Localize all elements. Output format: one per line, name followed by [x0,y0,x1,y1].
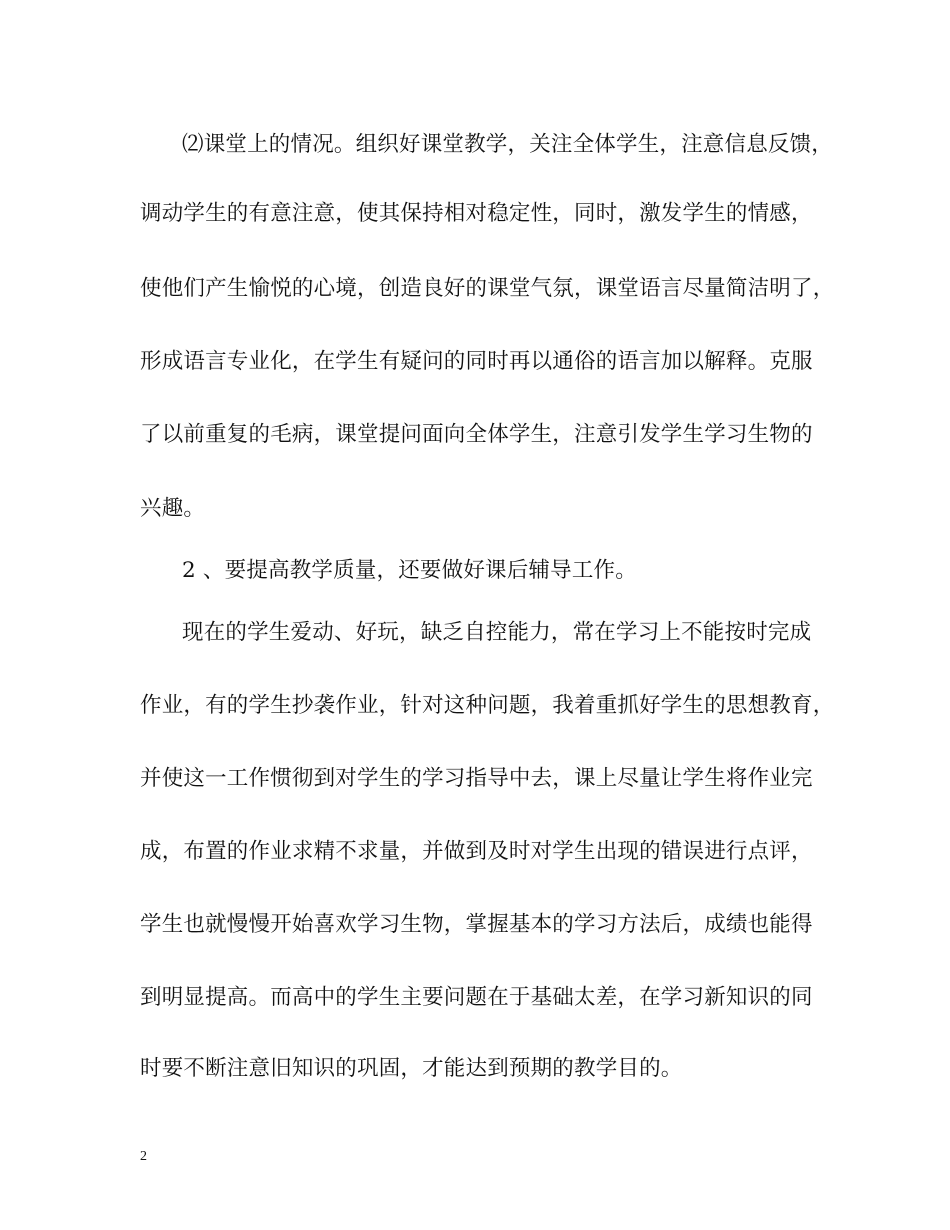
paragraph-line: ⑵课堂上的情况。组织好课堂教学，关注全体学生，注意信息反馈， [182,132,834,157]
paragraph-line: 到明显提高。而高中的学生主要问题在于基础太差，在学习新知识的同 [140,985,813,1010]
paragraph-line: 学生也就慢慢开始喜欢学习生物，掌握基本的学习方法后，成绩也能得 [140,912,813,937]
paragraph-line: 了以前重复的毛病，课堂提问面向全体学生，注意引发学生学习生物的 [140,422,813,447]
paragraph-line: 并使这一工作惯彻到对学生的学习指导中去，课上尽量让学生将作业完 [140,766,813,791]
paragraph-line: 调动学生的有意注意，使其保持相对稳定性，同时，激发学生的情感， [140,201,813,226]
section-heading: 2 、要提高教学质量，还要做好课后辅导工作。 [182,558,637,583]
paragraph-line: 现在的学生爱动、好玩，缺乏自控能力，常在学习上不能按时完成 [182,620,812,645]
paragraph-line: 使他们产生愉悦的心境，创造良好的课堂气氛，课堂语言尽量简洁明了， [140,276,835,301]
paragraph-line: 作业，有的学生抄袭作业，针对这种问题，我着重抓好学生的思想教育， [140,693,835,718]
paragraph-line: 成，布置的作业求精不求量，并做到及时对学生出现的错误进行点评， [140,839,813,864]
page-number: 2 [140,1149,147,1164]
paragraph-line: 时要不断注意旧知识的巩固，才能达到预期的教学目的。 [140,1056,683,1081]
paragraph-line: 兴趣。 [140,496,206,521]
paragraph-line: 形成语言专业化，在学生有疑问的同时再以通俗的语言加以解释。克服 [140,349,813,374]
